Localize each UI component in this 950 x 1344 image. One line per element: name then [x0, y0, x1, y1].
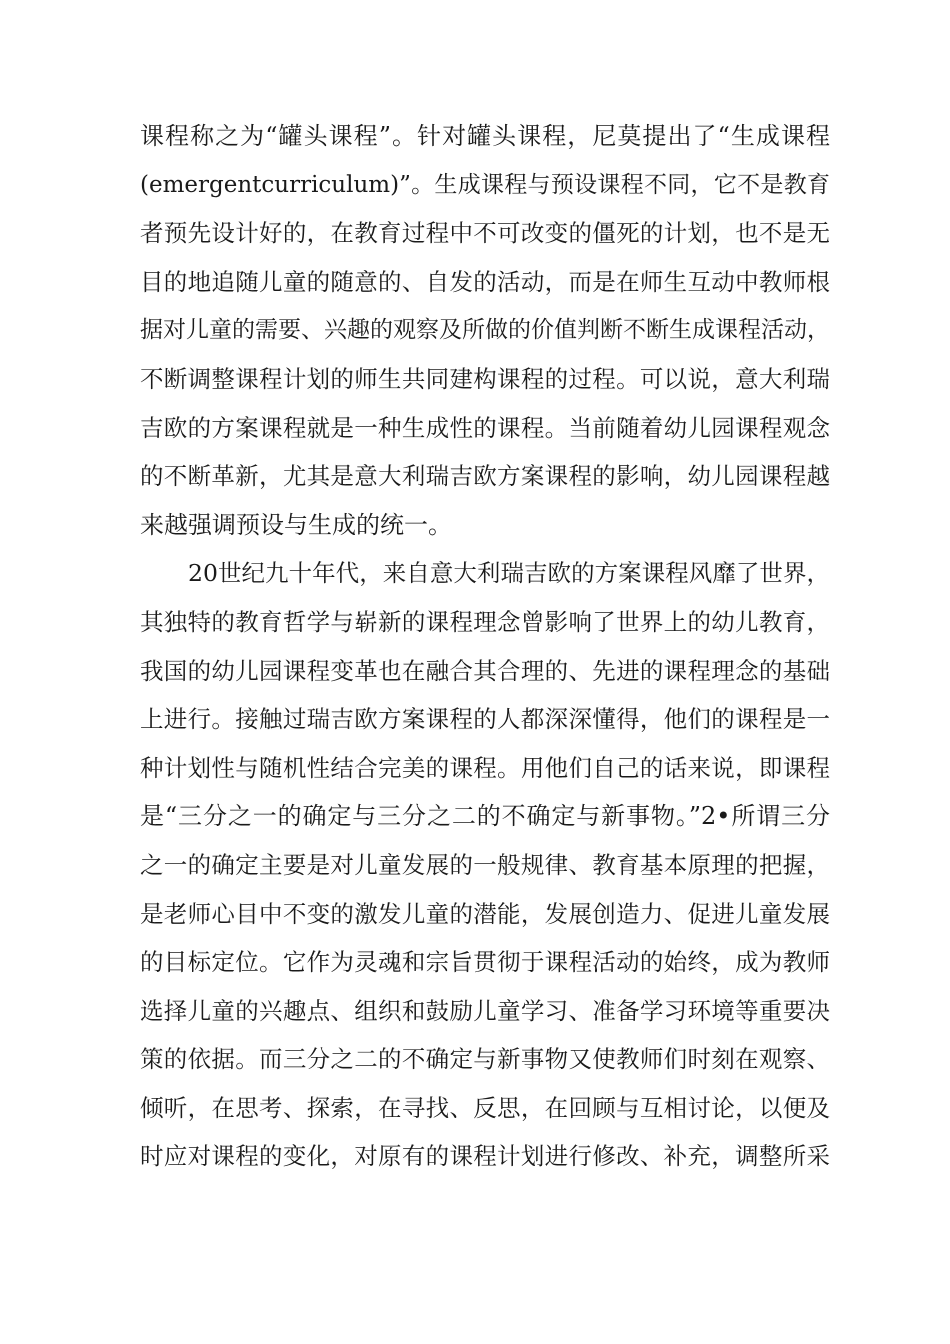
text-line: 我国的幼儿园课程变革也在融合其合理的、先进的课程理念的基础 — [140, 656, 830, 685]
text-line: 是“三分之一的确定与三分之二的不确定与新事物。”2•所谓三分 — [140, 802, 830, 831]
text-line: 吉欧的方案课程就是一种生成性的课程。当前随着幼儿园课程观念 — [140, 413, 830, 442]
text-line: 20世纪九十年代，来自意大利瑞吉欧的方案课程风靡了世界， — [188, 559, 830, 588]
text-line: 选择儿童的兴趣点、组织和鼓励儿童学习、准备学习环境等重要决 — [140, 996, 830, 1025]
paragraph-1 — [140, 112, 830, 549]
text-line: 之一的确定主要是对儿童发展的一般规律、教育基本原理的把握， — [140, 850, 830, 879]
text-line: 的不断革新，尤其是意大利瑞吉欧方案课程的影响，幼儿园课程越 — [140, 462, 830, 491]
text-line: 课程称之为“罐头课程”。针对罐头课程，尼莫提出了“生成课程 — [140, 122, 830, 150]
text-line: (emergentcurriculum)”。生成课程与预设课程不同，它不是教育 — [140, 171, 830, 198]
text-line: 倾听，在思考、探索，在寻找、反思，在回顾与互相讨论，以便及 — [140, 1093, 830, 1122]
text-line: 种计划性与随机性结合完美的课程。用他们自己的话来说，即课程 — [140, 753, 830, 782]
text-line: 不断调整课程计划的师生共同建构课程的过程。可以说，意大利瑞 — [140, 364, 830, 393]
text-line: 是老师心目中不变的激发儿童的潜能，发展创造力、促进儿童发展 — [140, 899, 830, 928]
text-line: 其独特的教育哲学与崭新的课程理念曾影响了世界上的幼儿教育， — [140, 607, 830, 636]
text-line: 时应对课程的变化，对原有的课程计划进行修改、补充，调整所采 — [140, 1142, 830, 1171]
text-line: 者预先设计好的，在教育过程中不可改变的僵死的计划，也不是无 — [140, 219, 830, 248]
text-line: 策的依据。而三分之二的不确定与新事物又使教师们时刻在观察、 — [140, 1045, 830, 1074]
text-line: 上进行。接触过瑞吉欧方案课程的人都深深懂得，他们的课程是一 — [140, 705, 830, 734]
text-line: 据对儿童的需要、兴趣的观察及所做的价值判断不断生成课程活动， — [140, 317, 830, 344]
text-line: 的目标定位。它作为灵魂和宗旨贯彻于课程活动的始终，成为教师 — [140, 948, 830, 977]
body-text — [140, 112, 830, 1181]
text-line: 来越强调预设与生成的统一。 — [140, 510, 452, 539]
text-line: 目的地追随儿童的随意的、自发的活动，而是在师生互动中教师根 — [140, 267, 830, 296]
paragraph-2 — [140, 549, 830, 1181]
